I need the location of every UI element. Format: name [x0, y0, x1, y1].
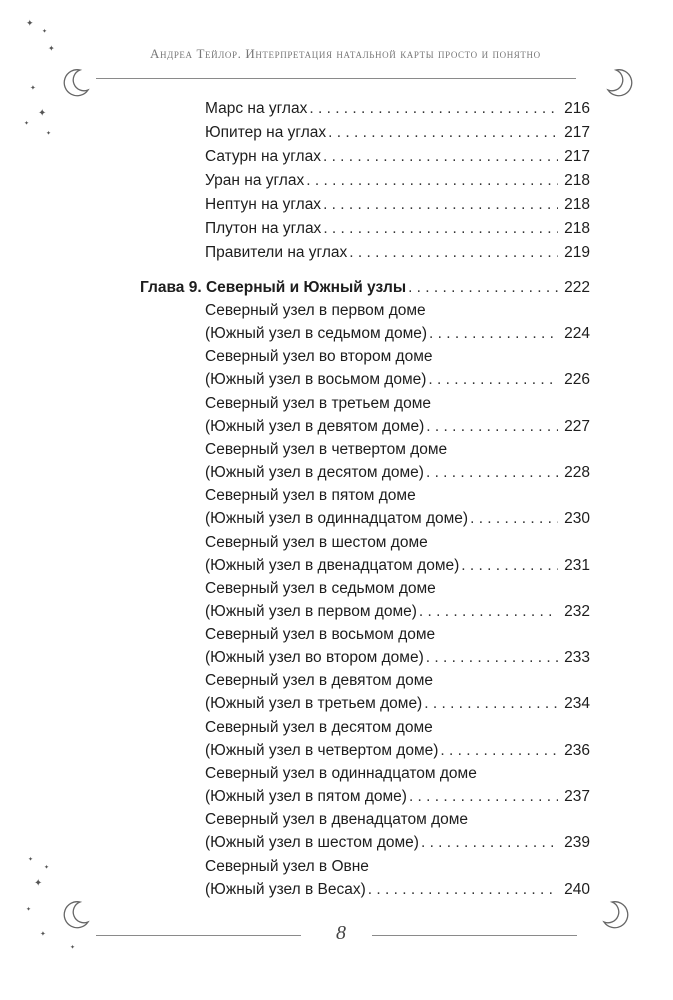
toc-entry-line1[interactable]: Северный узел в десятом доме: [205, 718, 433, 736]
chapter-title: Глава 9. Северный и Южный узлы: [140, 279, 407, 296]
toc-entry-line2: (Южный узел в десятом доме): [205, 463, 424, 481]
toc-entry[interactable]: [205, 195, 590, 215]
toc-entry-line1[interactable]: Северный узел в седьмом доме: [205, 579, 436, 597]
toc-entry[interactable]: [205, 219, 590, 239]
leader-dots: [426, 417, 558, 437]
toc-entry[interactable]: [205, 741, 590, 761]
star-icon: ✦: [40, 931, 46, 938]
leader-dots: [323, 147, 558, 167]
toc-entry-page: 217: [564, 124, 590, 141]
star-icon: ✦: [26, 18, 34, 28]
star-icon: ✦: [30, 85, 36, 92]
header-rule: [96, 78, 576, 79]
toc-entry-page: 224: [564, 325, 590, 342]
toc-entry-line1[interactable]: Северный узел в Овне: [205, 857, 369, 875]
toc-entry[interactable]: [205, 370, 590, 390]
toc-entry-page: 218: [564, 220, 590, 237]
leader-dots: [328, 123, 558, 143]
toc-entry-page: 234: [564, 695, 590, 713]
toc-entry-page: 237: [564, 788, 590, 805]
toc-entry-line1[interactable]: Северный узел в девятом доме: [205, 672, 434, 690]
toc-entry-line1[interactable]: Северный узел в третьем доме: [205, 394, 431, 412]
toc-entry-line2: (Южный узел в четвертом доме): [205, 741, 439, 759]
toc-entry-line2: (Южный узел в восьмом доме): [205, 371, 427, 389]
toc-entry-title: Уран на углах: [205, 172, 305, 189]
toc-entry-title: Марс на углах: [205, 100, 308, 117]
toc-entry[interactable]: [205, 324, 590, 344]
toc-entry-page: 227: [564, 417, 590, 435]
toc-entry-line1[interactable]: Северный узел в двенадцатом доме: [205, 811, 469, 829]
leader-dots: [309, 99, 558, 119]
chapter-page: 222: [564, 279, 590, 296]
toc-entry[interactable]: [205, 556, 590, 576]
toc-entry-page: 226: [564, 371, 590, 389]
toc-entry[interactable]: [205, 880, 590, 900]
toc-entry-line2: (Южный узел в пятом доме): [205, 788, 407, 805]
leader-dots: [306, 171, 558, 191]
leader-dots: [419, 602, 558, 622]
toc-entry-line1[interactable]: Северный узел во втором доме: [205, 348, 433, 366]
toc-entry-line2: (Южный узел в одиннадцатом доме): [205, 510, 469, 528]
toc-entry-page: 218: [564, 196, 590, 213]
leader-dots: [429, 324, 558, 344]
toc-entry[interactable]: [205, 602, 590, 622]
footer-rule-right: [372, 935, 577, 936]
toc-chapter-entry[interactable]: [140, 278, 590, 298]
star-icon: ✦: [26, 907, 32, 913]
toc-entry-page: 228: [564, 463, 590, 481]
toc-entry-line1[interactable]: Северный узел в шестом доме: [205, 533, 428, 551]
toc-entry[interactable]: [205, 509, 590, 529]
toc-entry-page: 239: [564, 834, 590, 852]
toc-entry-title: Юпитер на углах: [205, 124, 327, 141]
toc-entry[interactable]: [205, 99, 590, 119]
toc-entry-page: 236: [564, 741, 590, 759]
toc-entry-title: Нептун на углах: [205, 196, 322, 213]
toc-entry-title: Правители на углах: [205, 244, 348, 261]
toc-entry-line1[interactable]: Северный узел в пятом доме: [205, 487, 416, 505]
toc-entry[interactable]: [205, 648, 590, 668]
toc-entry-line2: (Южный узел в двенадцатом доме): [205, 556, 460, 574]
toc-entry[interactable]: [205, 833, 590, 853]
leader-dots: [440, 741, 558, 761]
footer-rule-left: [96, 935, 301, 936]
toc-entry[interactable]: [205, 694, 590, 714]
crescent-moon-icon: [58, 66, 92, 100]
toc-entry-page: 232: [564, 602, 590, 620]
star-icon: ✦: [44, 865, 50, 871]
leader-dots: [424, 694, 558, 714]
leader-dots: [428, 370, 558, 390]
toc-entry-line1[interactable]: Северный узел в восьмом доме: [205, 626, 436, 644]
toc-entry-line1[interactable]: Северный узел в четвертом доме: [205, 440, 448, 458]
toc-entry-line2: (Южный узел в Весах): [205, 880, 366, 898]
star-icon: ✦: [24, 121, 30, 127]
toc-entry-title: Плутон на углах: [205, 220, 322, 237]
toc-entry-line1[interactable]: Северный узел в одиннадцатом доме: [205, 765, 477, 782]
toc-entry-page: 230: [564, 510, 590, 528]
leader-dots: [408, 278, 558, 298]
leader-dots: [349, 243, 558, 263]
leader-dots: [368, 880, 558, 900]
leader-dots: [421, 833, 558, 853]
toc-entry-title: Сатурн на углах: [205, 148, 321, 165]
toc-entry-page: 217: [564, 148, 590, 165]
toc-entry-line2: (Южный узел в первом доме): [205, 602, 417, 620]
toc-entry[interactable]: [205, 417, 590, 437]
leader-dots: [426, 648, 558, 668]
toc-entry-line2: (Южный узел во втором доме): [205, 649, 424, 667]
toc-entry[interactable]: [205, 787, 590, 807]
crescent-moon-icon: [604, 66, 638, 100]
toc-entry-line2: (Южный узел в шестом доме): [205, 834, 419, 852]
star-icon: ✦: [70, 945, 76, 951]
toc-entry-page: 240: [564, 880, 590, 898]
running-header: Андреа Тейлор. Интерпретация натальной карты просто и понятно: [150, 46, 541, 61]
leader-dots: [426, 463, 558, 483]
toc-entry-page: 218: [564, 172, 590, 189]
toc-entry-page: 219: [564, 244, 590, 261]
toc-entry-line2: (Южный узел в девятом доме): [205, 417, 425, 435]
toc-entry-line1[interactable]: Северный узел в первом доме: [205, 302, 426, 319]
crescent-moon-icon: [600, 898, 634, 932]
toc-entry-page: 233: [564, 649, 590, 667]
star-icon: ✦: [48, 44, 55, 53]
leader-dots: [323, 219, 558, 239]
star-icon: ✦: [38, 108, 47, 119]
toc-entry[interactable]: [205, 171, 590, 191]
star-icon: ✦: [46, 131, 52, 137]
leader-dots: [323, 195, 558, 215]
star-icon: ✦: [28, 857, 34, 863]
leader-dots: [470, 509, 558, 529]
toc-entry[interactable]: [205, 123, 590, 143]
toc-entry[interactable]: [205, 147, 590, 167]
star-icon: ✦: [42, 29, 48, 35]
leader-dots: [409, 787, 558, 807]
toc-entry[interactable]: [205, 243, 590, 263]
crescent-moon-icon: [58, 898, 92, 932]
toc-entry-line2: (Южный узел в седьмом доме): [205, 325, 428, 342]
leader-dots: [461, 556, 558, 576]
star-icon: ✦: [34, 878, 43, 889]
toc-entry-page: 216: [564, 100, 590, 117]
toc-entry-page: 231: [564, 556, 590, 574]
toc-entry[interactable]: [205, 463, 590, 483]
toc-entry-line2: (Южный узел в третьем доме): [205, 695, 423, 713]
page-number: 8: [336, 922, 346, 944]
